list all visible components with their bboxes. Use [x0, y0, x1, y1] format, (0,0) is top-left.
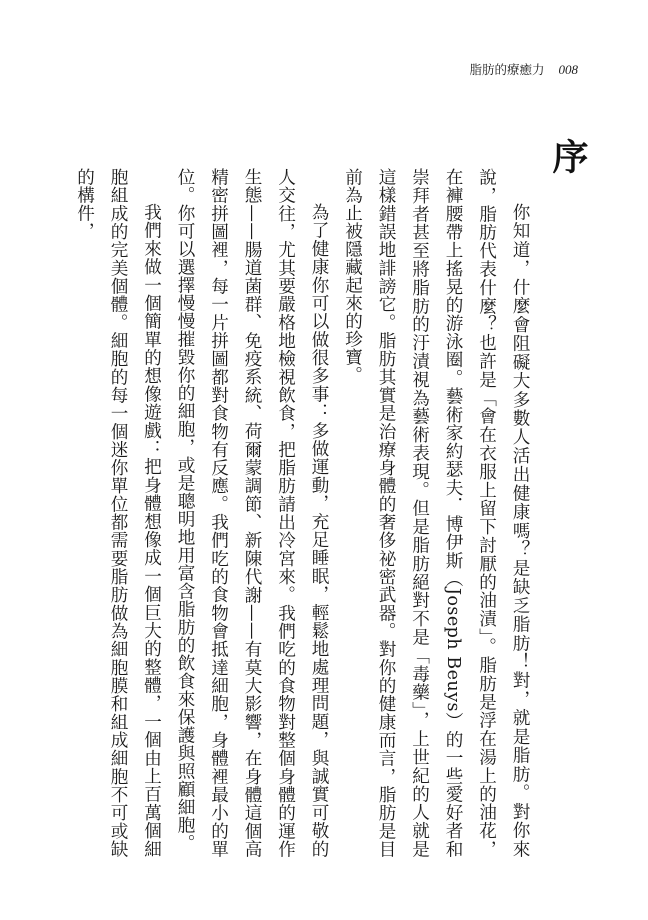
page-number: 008: [558, 62, 578, 77]
running-header: [469, 60, 578, 78]
paragraph-1: 你知道，什麼會阻礙大多數人活出健康嗎？是缺乏脂肪！對，就是脂肪。對你來說，脂肪代表什麼？也許是「會在衣服上留下討厭的油漬」。脂肪是浮在湯上的油花，在褲腰帶上搖晃的游泳圈。藝術家約瑟夫．博伊斯（Joseph Beuys）的一些愛好者和崇拜者甚至將脂肪的汙漬視為藝術表現。但是脂肪絕對不是「毒藥」，上世紀的人就是這樣錯誤地誹謗它。脂肪其實是治療身體的奢侈祕密武器。對你的健康而言，脂肪是目前為止被隱藏起來的珍寶。: [342, 168, 530, 858]
body-text: [67, 168, 536, 858]
running-header-title: 脂肪的療癒力: [469, 62, 545, 77]
chapter-title: 序: [547, 138, 589, 174]
paragraph-2: 為了健康你可以做很多事：多做運動，充足睡眠，輕鬆地處理問題，與誠實可敬的人交往，尤其要嚴格地檢視飲食，把脂肪請出冷宮來。我們吃的食物對整個身體的運作生態——腸道菌群、免疫系統、荷爾蒙調節、新陳代謝——有莫大影響，在身體這個高精密拼圖裡，每一片拼圖都對食物有反應。我們吃的食物會抵達細胞，身體裡最小的單位。你可以選擇慢慢摧毀你的細胞，或是聰明地用富含脂肪的飲食來保護與照顧細胞。: [175, 168, 329, 858]
paragraph-3: 我們來做一個簡單的想像遊戲：把身體想像成一個巨大的整體，一個由上百萬個細胞組成的完美個體。細胞的每一個迷你單位都需要脂肪做為細胞膜和組成細胞不可或缺的構件，: [74, 168, 162, 858]
